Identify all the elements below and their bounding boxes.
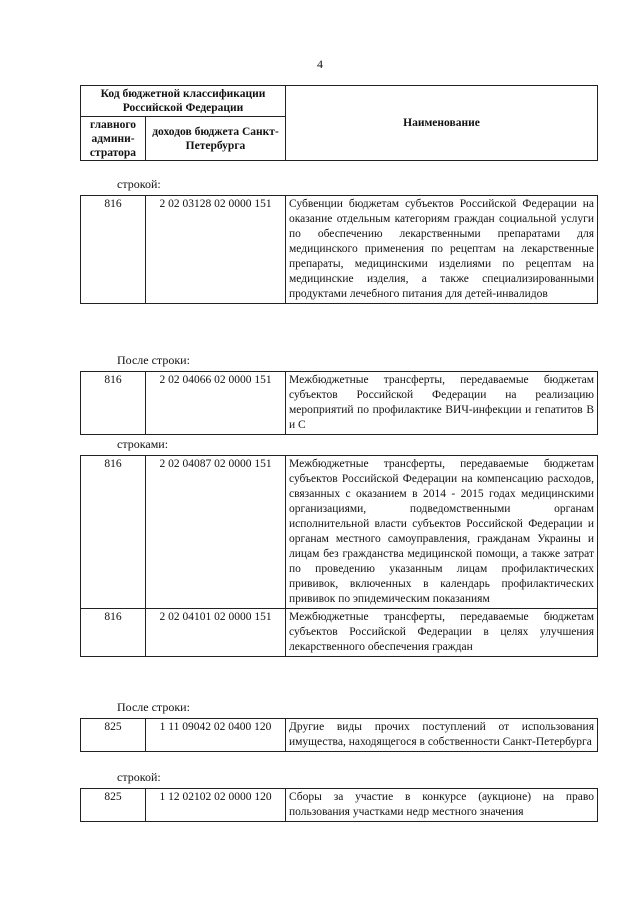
section-table [80, 788, 598, 822]
name-cell: Сборы за участие в конкурсе (аукционе) на право пользования участками недр местного значения [286, 789, 598, 822]
name-cell: Другие виды прочих поступлений от использования имущества, находящегося в собственности Санкт-Петербурга [286, 719, 598, 752]
budget-code-cell: 2 02 04066 02 0000 151 [146, 372, 286, 435]
budget-code-cell: 2 02 04101 02 0000 151 [146, 609, 286, 657]
budget-code-cell: 1 11 09042 02 0400 120 [146, 719, 286, 752]
header-group-title: Код бюджетной классификации Российской Федерации [81, 86, 286, 117]
header-admin-column: главного админи-стратора [81, 117, 146, 161]
section-caption: строкой: [117, 770, 161, 784]
admin-code-cell: 816 [81, 456, 146, 609]
section-caption: строками: [117, 437, 169, 451]
table-row [81, 196, 598, 304]
budget-code-cell: 1 12 02102 02 0000 120 [146, 789, 286, 822]
budget-code-cell: 2 02 04087 02 0000 151 [146, 456, 286, 609]
header-table [80, 85, 598, 161]
section-caption: После строки: [117, 700, 190, 714]
table-row [81, 609, 598, 657]
page-number: 4 [317, 57, 323, 71]
section-caption: После строки: [117, 353, 190, 367]
header-budget-code-column: доходов бюджета Санкт-Петербурга [146, 117, 286, 161]
section-table [80, 718, 598, 752]
admin-code-cell: 816 [81, 372, 146, 435]
budget-code-cell: 2 02 03128 02 0000 151 [146, 196, 286, 304]
section-table [80, 455, 598, 657]
table-row [81, 456, 598, 609]
header-name-column: Наименование [286, 86, 598, 161]
section-table [80, 371, 598, 435]
name-cell: Межбюджетные трансферты, передаваемые бюджетам субъектов Российской Федерации в целях улучшения лекарственного обеспечения граждан [286, 609, 598, 657]
name-cell: Межбюджетные трансферты, передаваемые бюджетам субъектов Российской Федерации на реализацию мероприятий по профилактике ВИЧ-инфекции и гепатитов В и С [286, 372, 598, 435]
admin-code-cell: 825 [81, 789, 146, 822]
section-table [80, 195, 598, 304]
table-row [81, 789, 598, 822]
table-row [81, 719, 598, 752]
name-cell: Субвенции бюджетам субъектов Российской Федерации на оказание отдельным категориям граждан социальной услуги по обеспечению лекарственными препаратами для медицинского применения по рецептам на лекарственные препараты, медицинскими изделиями по рецептам на медицинские изделия, а также специализированными продуктами лечебного питания для детей-инвалидов [286, 196, 598, 304]
section-caption: строкой: [117, 177, 161, 191]
admin-code-cell: 825 [81, 719, 146, 752]
name-cell: Межбюджетные трансферты, передаваемые бюджетам субъектов Российской Федерации на компенсацию расходов, связанных с оказанием в 2014 - 2015 годах медицинскими организациями, подведомственными органам исполнительной власти субъектов Российской Федерации и органам местного самоуправления, гражданам Украины и лицам без гражданства медицинской помощи, а также затрат по проведению указанным лицам профилактических прививок, включенных в календарь профилактических прививок по эпидемическим показаниям [286, 456, 598, 609]
table-row [81, 372, 598, 435]
admin-code-cell: 816 [81, 609, 146, 657]
admin-code-cell: 816 [81, 196, 146, 304]
